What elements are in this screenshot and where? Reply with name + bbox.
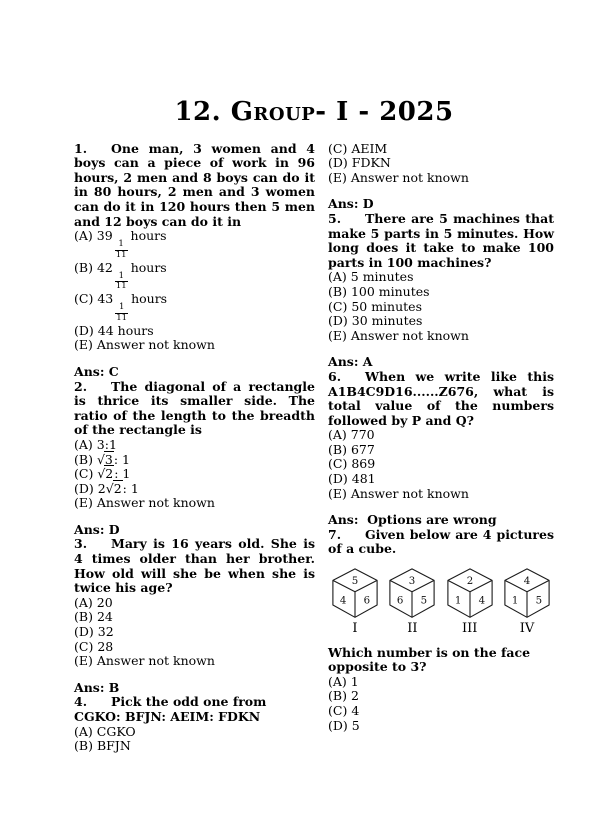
question-number: 3.: [74, 536, 88, 552]
option-text: Answer not known: [350, 169, 469, 185]
radicand: 2: [113, 480, 122, 496]
two-column-layout: [74, 142, 554, 754]
question-body: One man, 3 women and 4 boys can a piece of work in 96 hours, 2 men and 8 boys can do it in 80 hours, 2 men and 3 women can do it in 120 hours then 5 men and 12 boys can do it in: [74, 140, 315, 229]
cube-right-number: 5: [420, 595, 428, 607]
option-label: (C): [74, 291, 94, 307]
option-label: (D): [74, 624, 94, 640]
option-text: Answer not known: [96, 653, 215, 669]
option-text: 24: [96, 609, 113, 625]
option-text: 50 minutes: [351, 298, 422, 314]
option-text: 4: [351, 703, 360, 718]
option: [328, 457, 554, 472]
answer-line: Ans: B: [74, 679, 120, 695]
question-3: [74, 537, 315, 668]
cube-drawing-icon: [446, 568, 494, 619]
option: [74, 596, 315, 611]
option-label: (A): [74, 594, 93, 610]
answer-line: Ans: C: [74, 363, 119, 379]
option: [74, 482, 315, 497]
fraction-numerator: 1: [115, 303, 128, 314]
question-body: Pick the odd one from: [111, 694, 267, 710]
question-number: 5.: [328, 210, 342, 226]
option-label: (C): [328, 703, 348, 718]
option-text: FDKN: [351, 155, 391, 171]
radicand: 2: [105, 466, 114, 482]
option-text: Answer not known: [96, 495, 215, 511]
option-label: (D): [328, 717, 348, 733]
cube-top-number: 4: [523, 576, 531, 588]
option-label: (A): [328, 673, 347, 689]
option-label: (E): [74, 653, 93, 669]
cube-left-number: 1: [511, 595, 519, 607]
option-label: (D): [74, 322, 94, 338]
option-label: (A): [328, 427, 347, 443]
option: [74, 338, 315, 353]
question-number: 1.: [74, 140, 88, 156]
cube-3: [445, 568, 495, 637]
fraction: [115, 240, 128, 261]
fraction-numerator: 1: [115, 272, 128, 283]
option-label: (A): [74, 228, 93, 244]
question-6: [328, 370, 554, 501]
question-2: [74, 380, 315, 511]
option: [328, 719, 554, 734]
cube-label: III: [461, 621, 478, 637]
option-text: : 1: [114, 466, 131, 482]
option-label: (C): [328, 298, 348, 314]
option: [328, 689, 554, 704]
option-text: 869: [351, 456, 376, 472]
option: [74, 496, 315, 511]
question-body-line2: CGKO: BFJN: AEIM: FDKN: [74, 709, 261, 724]
page-title: 12. Group- I - 2025: [174, 97, 454, 127]
cube-left-number: 1: [454, 595, 461, 607]
fraction-numerator: 1: [115, 240, 128, 251]
option: [328, 142, 554, 157]
option-label: (C): [328, 456, 348, 472]
question-text: [328, 370, 554, 428]
option-label: (D): [328, 155, 348, 171]
option-text: Answer not known: [350, 327, 469, 343]
option-label: (B): [74, 609, 93, 625]
option: [328, 171, 554, 186]
option-label: (B): [328, 283, 347, 299]
answer-line: Ans: A: [328, 354, 373, 370]
option-text: 770: [350, 427, 375, 443]
cube-label: II: [407, 621, 418, 637]
option: [74, 324, 315, 339]
option: [74, 625, 315, 640]
fraction-denominator: 11: [116, 312, 128, 323]
question-body: Mary is 16 years old. She is 4 times older than her brother. How old will she be when she is twice his age?: [74, 536, 315, 596]
cube-left-number: 6: [397, 595, 404, 607]
option-text: 43: [97, 291, 114, 307]
option-text: 20: [96, 594, 113, 610]
cube-drawing-icon: [503, 568, 551, 619]
cube-left-number: 4: [339, 595, 347, 607]
option-text: 39: [96, 228, 113, 244]
option: [74, 261, 315, 293]
option-text: 1: [350, 673, 359, 689]
cube-top-number: 2: [466, 576, 473, 588]
radical-icon: √: [105, 480, 113, 496]
cube-top-number: 5: [351, 576, 359, 588]
cube-drawing-icon: [388, 568, 436, 619]
option-text: hours: [131, 291, 168, 307]
option: [74, 229, 315, 261]
option: [74, 739, 315, 754]
option: [328, 428, 554, 443]
answer-line: Ans: Options are wrong: [328, 512, 497, 528]
option-label: (B): [328, 441, 347, 457]
option-text: 5 minutes: [350, 269, 414, 285]
option-label: (B): [74, 259, 93, 275]
question-text: [74, 142, 315, 230]
right-column: [328, 142, 554, 754]
question-4-continued: [328, 142, 554, 186]
option-text: 3:1: [96, 436, 117, 452]
option-text: 30 minutes: [351, 313, 423, 329]
question-body-line2: Which number is on the face opposite to 3?: [328, 644, 531, 675]
question-7: [328, 528, 554, 733]
option-text: hours: [130, 259, 167, 275]
option-text: CGKO: [96, 723, 136, 739]
cube-right-number: 4: [478, 595, 485, 607]
option-text: Answer not known: [96, 337, 215, 353]
option-label: (E): [328, 327, 347, 343]
option-label: (D): [328, 313, 348, 329]
cube-label: I: [352, 621, 358, 637]
option-text: 677: [350, 441, 375, 457]
option-label: (B): [328, 688, 347, 704]
cube-figures: [330, 568, 552, 637]
option: [74, 610, 315, 625]
cube-right-number: 5: [535, 595, 543, 607]
left-column: [74, 142, 315, 754]
option-label: (E): [328, 485, 347, 501]
option-text: Answer not known: [350, 485, 469, 501]
question-body: Given below are 4 pictures of a cube.: [328, 526, 554, 557]
option-text: 2: [350, 688, 359, 704]
cube-1: [330, 568, 380, 637]
cube-label: IV: [519, 621, 535, 637]
question-1: [74, 142, 315, 353]
option: [74, 725, 315, 740]
option-label: (E): [74, 337, 93, 353]
question-5: [328, 212, 554, 343]
option-text: : 1: [113, 451, 131, 467]
option-text: 100 minutes: [350, 283, 430, 299]
option: [328, 472, 554, 487]
radical-icon: √: [97, 466, 105, 482]
option-text: 2: [97, 480, 106, 496]
question-body: There are 5 machines that make 5 parts in 5 minutes. How long does it take to make 100 parts in 100 machines?: [328, 210, 554, 270]
option-label: (A): [74, 723, 93, 739]
question-number: 2.: [74, 378, 88, 394]
radical-icon: √: [96, 451, 104, 467]
answer-line: Ans: D: [74, 521, 120, 537]
option-text: hours: [130, 228, 167, 244]
option: [328, 156, 554, 171]
question-text: [74, 537, 315, 595]
cube-4: [502, 568, 552, 637]
option-label: (A): [328, 269, 347, 285]
option: [74, 640, 315, 655]
fraction-denominator: 11: [115, 281, 127, 292]
option-label: (C): [74, 638, 94, 654]
option-label: (A): [74, 436, 93, 452]
option-label: (E): [74, 495, 93, 511]
option-label: (D): [328, 471, 348, 487]
option-label: (E): [328, 169, 347, 185]
fraction: [115, 272, 128, 293]
option-label: (D): [74, 480, 94, 496]
option-text: BFJN: [96, 738, 131, 754]
option: [328, 443, 554, 458]
option-label: (C): [74, 466, 94, 482]
question-text: [328, 212, 554, 270]
question-body: When we write like this A1B4C9D16......Z676, what is total value of the numbers followed by P and Q?: [328, 368, 554, 428]
option: [74, 292, 315, 324]
fraction: [115, 303, 128, 324]
option-text: : 1: [122, 480, 139, 496]
question-text: [328, 528, 554, 557]
option: [328, 270, 554, 285]
question-number: 7.: [328, 526, 342, 542]
cube-drawing-icon: [331, 568, 379, 619]
option-text: 481: [351, 471, 376, 487]
question-text: [74, 695, 315, 710]
option: [74, 654, 315, 669]
option: [328, 314, 554, 329]
question-body: The diagonal of a rectangle is thrice its smaller side. The ratio of the length to the breadth of the rectangle is: [74, 378, 315, 438]
option-text: AEIM: [351, 140, 388, 156]
option-label: (B): [74, 738, 93, 754]
question-text: [74, 380, 315, 438]
question-number: 4.: [74, 694, 88, 710]
option: [328, 329, 554, 344]
option: [328, 285, 554, 300]
option: [328, 704, 554, 719]
answer-line: Ans: D: [328, 196, 374, 212]
option: [328, 487, 554, 502]
option-text: 5: [351, 717, 360, 733]
option-label: (C): [328, 140, 348, 156]
option: [74, 467, 315, 482]
option: [328, 300, 554, 315]
option: [328, 675, 554, 690]
radicand: 3: [104, 451, 113, 467]
option-label: (B): [74, 451, 93, 467]
option-text: 44 hours: [97, 322, 154, 338]
option-text: 32: [97, 624, 114, 640]
cube-top-number: 3: [409, 576, 416, 588]
option-text: 28: [97, 638, 114, 654]
cube-2: [387, 568, 437, 637]
question-number: 6.: [328, 368, 342, 384]
fraction-denominator: 11: [115, 249, 127, 260]
option-text: 42: [96, 259, 113, 275]
question-4: [74, 695, 315, 753]
cube-right-number: 6: [363, 595, 371, 607]
